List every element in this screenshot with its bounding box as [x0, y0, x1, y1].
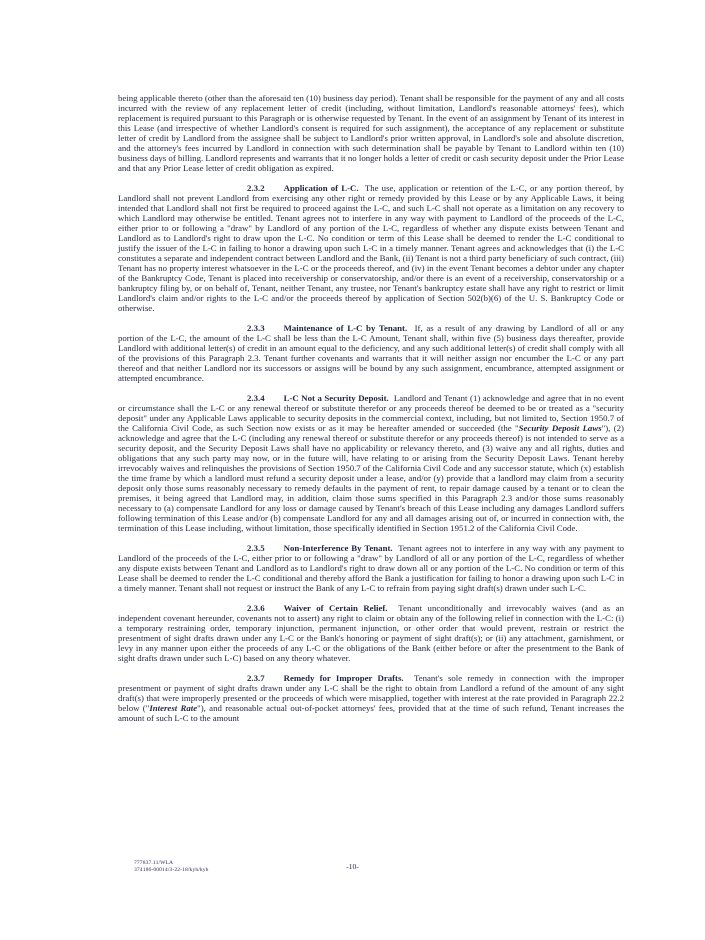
section-paragraph: 2.3.7 Remedy for Improper Drafts. Tenant's sole remedy in connection with the improper presentment or payment of sight drafts drawn under any L-C shall be the right to obtain from Landlord a refund of the amount of any sight draft(s) that were improperly presented or the proceeds of which were misapplied, together with interest at the rate provided in Paragraph 22.2 below ("Interest Rate"), and reasonable actual out-of-pocket attorneys' fees, provided that at the time of such refund, Tenant increases the amount of such L-C to the amount — [118, 673, 625, 723]
section-number: 2.3.6 — [247, 603, 265, 613]
section-paragraph: 2.3.6 Waiver of Certain Relief. Tenant unconditionally and irrevocably waives (and as an independent covenant hereunder, covenants not to assert) any right to claim or obtain any of the following relief in connection with the L-C: (i) a temporary restraining order, temporary injunction, permanent injunction, or other order that would prevent, restrain or restrict the presentment of sight drafts drawn under any L-C or the Bank's honoring or payment of sight draft(s); or (ii) any attachment, garnishment, or levy in any manner upon either the proceeds of any L-C or the obligations of the Bank (either before or after the presentment to the Bank of sight drafts drawn under such L-C) based on any theory whatever. — [118, 603, 624, 663]
section-paragraph: 2.3.4 L-C Not a Security Deposit. Landlord and Tenant (1) acknowledge and agree that in no event or circumstance shall the L-C or any renewal thereof or substitute therefor or any proceeds thereof be deemed to be or treated as a "security deposit" under any Applicable Laws applicable to security deposits in the commercial context, including, but not limited to, Section 1950.7 of the California Civil Code, as such Section now exists or as it may be hereafter amended or succeeded (the "Security Deposit Laws"), (2) acknowledge and agree that the L-C (including any renewal thereof or substitute therefor or any proceeds thereof) is not intended to serve as a security deposit, and the Security Deposit Laws shall have no applicability or relevancy thereto, and (3) waive any and all rights, duties and obligations that any such party may now, or in the future will, have relating to or arising from the Security Deposit Laws. Tenant hereby irrevocably waives and relinquishes the provisions of Section 1950.7 of the California Civil Code and any successor statute, which (x) establish the time frame by which a landlord must refund a security deposit under a lease, and/or (y) provide that a landlord may claim from a security deposit only those sums reasonably necessary to remedy defaults in the payment of rent, to repair damage caused by a tenant or to clean the premises, it being agreed that Landlord may, in addition, claim those sums specified in this Paragraph 2.3 and/or those sums reasonably necessary to (a) compensate Landlord for any loss or damage caused by Tenant's breach of this Lease including any damages Landlord suffers following termination of this Lease and/or (b) compensate Landlord for any and all damages arising out of, or incurred in connection with, the termination of this Lease including, without limitation, those specifically identified in Section 1951.2 of the California Civil Code. — [118, 393, 624, 533]
section-number: 2.3.7 — [247, 673, 265, 683]
section-heading: L-C Not a Security Deposit. — [283, 393, 389, 403]
defined-term: Security Deposit Laws — [518, 423, 602, 433]
section-number: 2.3.2 — [247, 183, 265, 193]
section-paragraph: 2.3.5 Non-Interference By Tenant. Tenant agrees not to interfere in any way with any payment to Landlord of the proceeds of the L-C, either prior to or following a "draw" by Landlord of all or any portion of the L-C, regardless of whether any dispute exists between Tenant and Landlord as to Landlord's right to draw down all or any portion of the L-C. No condition or term of this Lease shall be deemed to render the L-C conditional and thereby afford the Bank a justification for failing to honor a drawing upon such L-C in a timely manner. Tenant shall not request or instruct the Bank of any L-C to refrain from paying sight draft(s) drawn under such L-C. — [118, 543, 624, 593]
section-heading: Remedy for Improper Drafts. — [283, 673, 404, 683]
section-paragraph: 2.3.2 Application of L-C. The use, application or retention of the L-C, or any portion thereof, by Landlord shall not prevent Landlord from exercising any other right or remedy provided by this Lease or by any Applicable Laws, it being intended that Landlord shall not first be required to proceed against the L-C, and such L-C shall not operate as a limitation on any recovery to which Landlord may otherwise be entitled. Tenant agrees not to interfere in any way with payment to Landlord of the proceeds of the L-C, either prior to or following a "draw" by Landlord of any portion of the L-C, regardless of whether any dispute exists between Tenant and Landlord as to Landlord's right to draw upon the L-C. No condition or term of this Lease shall be deemed to render the L-C conditional to justify the issuer of the L-C in failing to honor a drawing upon such L-C in a timely manner. Tenant agrees and acknowledges that (i) the L-C constitutes a separate and independent contract between Landlord and the Bank, (ii) Tenant is not a third party beneficiary of such contract, (iii) Tenant has no property interest whatsoever in the L-C or the proceeds thereof, and (iv) in the event Tenant becomes a debtor under any chapter of the Bankruptcy Code, Tenant is placed into receivership or conservatorship, and/or there is an event of a receivership, conservatorship or a bankruptcy filing by, or on behalf of, Tenant, neither Tenant, any trustee, nor Tenant's bankruptcy estate shall have any right to restrict or limit Landlord's claim and/or rights to the L-C and/or the proceeds thereof by application of Section 502(b)(6) of the U. S. Bankruptcy Code or otherwise. — [118, 183, 624, 313]
document-body — [118, 93, 624, 733]
page-number: -10- — [346, 862, 359, 871]
section-number: 2.3.3 — [247, 323, 265, 333]
footer-id-line-1: 777837.11/WLA — [134, 860, 174, 866]
section-heading: Maintenance of L-C by Tenant. — [283, 323, 408, 333]
section-heading: Waiver of Certain Relief. — [283, 603, 388, 613]
section-heading: Application of L-C. — [283, 183, 359, 193]
footer-id-line-2: 374186-00014/3-22-18/kyh/kyh — [134, 866, 209, 873]
defined-term: Interest Rate — [149, 703, 198, 713]
section-number: 2.3.5 — [247, 543, 265, 553]
section-number: 2.3.4 — [247, 393, 265, 403]
section-paragraph: being applicable thereto (other than the aforesaid ten (10) business day period). Tenant shall be responsible for the payment of any and all costs incurred with the review of any replacement letter of credit (including, without limitation, Landlord's reasonable attorneys' fees), which replacement is required pursuant to this Paragraph or is otherwise requested by Tenant. In the event of an assignment by Tenant of its interest in this Lease (and irrespective of whether Landlord's consent is required for such assignment), the acceptance of any replacement or substitute letter of credit by Landlord from the assignee shall be subject to Landlord's prior written approval, in Landlord's sole and absolute discretion, and the attorney's fees incurred by Landlord in connection with such determination shall be payable by Tenant to Landlord within ten (10) business days of billing. Landlord represents and warrants that it no longer holds a letter of credit or cash security deposit under the Prior Lease and that any Prior Lease letter of credit obligation as expired. — [118, 93, 624, 173]
section-paragraph: 2.3.3 Maintenance of L-C by Tenant. If, as a result of any drawing by Landlord of all or any portion of the L-C, the amount of the L-C shall be less than the L-C Amount, Tenant shall, within five (5) business days thereafter, provide Landlord with additional letter(s) of credit in an amount equal to the deficiency, and any such additional letter(s) of credit shall comply with all of the provisions of this Paragraph 2.3. Tenant further covenants and warrants that it will neither assign nor encumber the L-C or any part thereof and that neither Landlord nor its successors or assigns will be bound by any such assignment, encumbrance, attempted assignment or attempted encumbrance. — [118, 323, 624, 383]
section-heading: Non-Interference By Tenant. — [283, 543, 393, 553]
